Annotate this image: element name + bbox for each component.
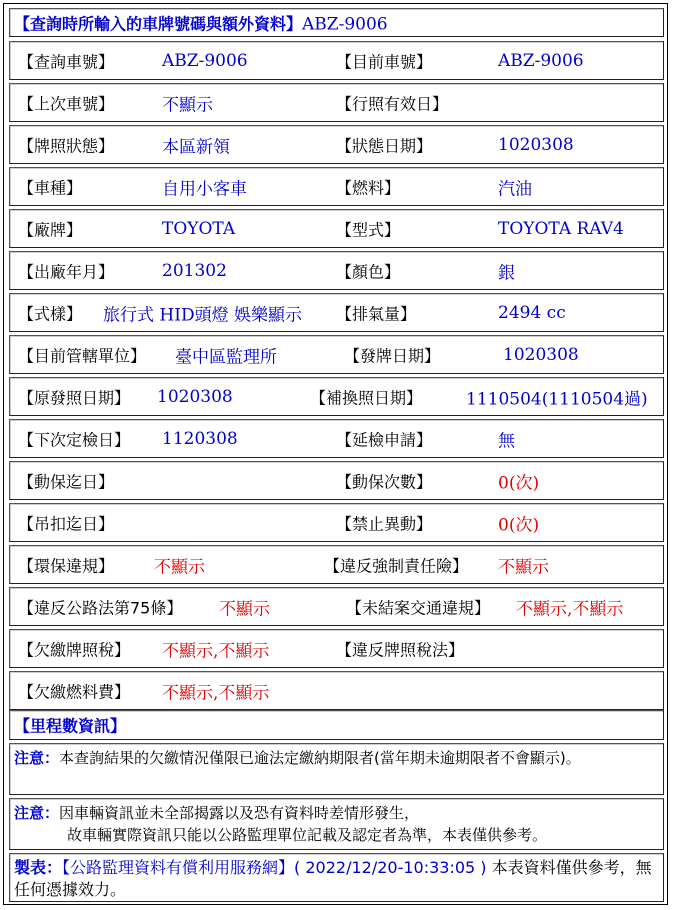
field-label: 【違反公路法第75條】 xyxy=(18,598,183,617)
mileage-label: 【里程數資訊】 xyxy=(14,716,127,736)
field-label: 【未結案交通違規】 xyxy=(346,598,491,617)
info-row xyxy=(9,41,664,80)
footer xyxy=(9,853,664,902)
info-row xyxy=(9,419,664,458)
field-label: 【延檢申請】 xyxy=(336,430,433,449)
field-label: 【吊扣迄日】 xyxy=(18,514,115,533)
header-row xyxy=(9,8,664,37)
field-label: 【欠繳燃料費】 xyxy=(18,682,131,701)
header-label: 【查詢時所輸入的車牌號碼與額外資料】 xyxy=(14,14,303,33)
field-label: 【車種】 xyxy=(18,178,83,197)
note-2-line1: 因車輛資訊並未全部揭露以及恐有資料時差情形發生， xyxy=(59,804,420,822)
field-label: 【目前車號】 xyxy=(336,52,433,71)
field-label: 【違反牌照稅法】 xyxy=(336,640,465,659)
field-value: 不顯示,不顯示 xyxy=(162,683,270,703)
field-value: 1120308 xyxy=(162,428,238,449)
field-label: 【排氣量】 xyxy=(336,304,417,323)
field-label: 【目前管轄單位】 xyxy=(18,346,147,365)
field-label: 【欠繳牌照稅】 xyxy=(18,640,131,659)
field-value: ABZ-9006 xyxy=(498,50,584,71)
field-value: 不顯示,不顯示 xyxy=(516,599,624,619)
field-label: 【牌照狀態】 xyxy=(18,136,115,155)
field-label: 【禁止異動】 xyxy=(336,514,433,533)
info-row xyxy=(9,251,664,290)
field-value: 汽油 xyxy=(498,179,532,199)
footer-source: 【公路監理資料有償利用服務網】 xyxy=(62,858,295,877)
field-value: 201302 xyxy=(162,260,227,281)
field-value: 自用小客車 xyxy=(162,179,247,199)
footer-text: 本表資料僅供參考，無任何憑據效力。 xyxy=(14,858,652,899)
info-row xyxy=(9,461,664,500)
field-value: ABZ-9006 xyxy=(162,50,248,71)
info-row xyxy=(9,377,664,416)
note-2 xyxy=(9,798,664,850)
field-label: 【上次車號】 xyxy=(18,94,115,113)
field-value: 0(次) xyxy=(498,515,540,535)
field-label: 【出廠年月】 xyxy=(18,262,115,281)
field-label: 【動保次數】 xyxy=(336,472,433,491)
info-row xyxy=(9,587,664,626)
field-label: 【動保迄日】 xyxy=(18,472,115,491)
field-value: 旅行式 HID頭燈 娛樂顯示 xyxy=(103,305,302,325)
field-value: 1110504(1110504過) xyxy=(466,389,648,409)
field-label: 【違反強制責任險】 xyxy=(324,556,469,575)
info-row xyxy=(9,293,664,332)
field-value: 本區新領 xyxy=(162,137,230,157)
field-label: 【查詢車號】 xyxy=(18,52,115,71)
field-value: 不顯示,不顯示 xyxy=(162,641,270,661)
field-label: 【下次定檢日】 xyxy=(18,430,131,449)
field-value: 1020308 xyxy=(157,386,233,407)
info-row xyxy=(9,545,664,584)
info-row xyxy=(9,125,664,164)
info-row xyxy=(9,167,664,206)
field-label: 【狀態日期】 xyxy=(336,136,433,155)
report-frame xyxy=(3,3,668,905)
field-label: 【發牌日期】 xyxy=(344,346,441,365)
field-label: 【型式】 xyxy=(336,220,401,239)
field-label: 【環保違規】 xyxy=(18,556,115,575)
info-row xyxy=(9,83,664,122)
field-value: 臺中區監理所 xyxy=(175,347,277,367)
header-title xyxy=(14,11,388,34)
note-1 xyxy=(9,743,664,795)
field-value: TOYOTA xyxy=(162,218,236,239)
field-label: 【行照有效日】 xyxy=(336,94,449,113)
info-row xyxy=(9,671,664,710)
field-label: 【補換照日期】 xyxy=(310,388,423,407)
info-row xyxy=(9,629,664,668)
field-label: 【原發照日期】 xyxy=(18,388,131,407)
field-label: 【廠牌】 xyxy=(18,220,83,239)
field-value: 2494 cc xyxy=(498,302,566,323)
field-label: 【顏色】 xyxy=(336,262,401,281)
info-row xyxy=(9,209,664,248)
header-plate: ABZ-9006 xyxy=(302,14,388,34)
mileage-row xyxy=(9,710,664,740)
field-value: 不顯示 xyxy=(154,557,205,577)
footer-time: ( 2022/12/20-10:33:05 ) xyxy=(294,858,487,877)
field-label: 【燃料】 xyxy=(336,178,401,197)
note-2-prefix: 注意： xyxy=(14,804,60,822)
field-value: 不顯示 xyxy=(162,95,213,115)
field-value: 不顯示 xyxy=(498,557,549,577)
field-value: TOYOTA RAV4 xyxy=(498,218,624,239)
note-1-prefix: 注意： xyxy=(14,749,60,767)
note-2-line2: 故車輛實際資訊只能以公路監理單位記載及認定者為準，本表僅供參考。 xyxy=(67,826,548,844)
footer-prefix: 製表： xyxy=(14,858,63,877)
field-value: 1020308 xyxy=(503,344,579,365)
field-value: 銀 xyxy=(498,263,515,283)
field-value: 不顯示 xyxy=(219,599,270,619)
info-row xyxy=(9,503,664,542)
field-label: 【式樣】 xyxy=(18,304,83,323)
note-1-text: 本查詢結果的欠繳情況僅限已逾法定繳納期限者(當年期未逾期限者不會顯示)。 xyxy=(59,749,581,767)
field-value: 0(次) xyxy=(498,473,540,493)
field-value: 無 xyxy=(498,431,515,451)
info-row xyxy=(9,335,664,374)
field-value: 1020308 xyxy=(498,134,574,155)
